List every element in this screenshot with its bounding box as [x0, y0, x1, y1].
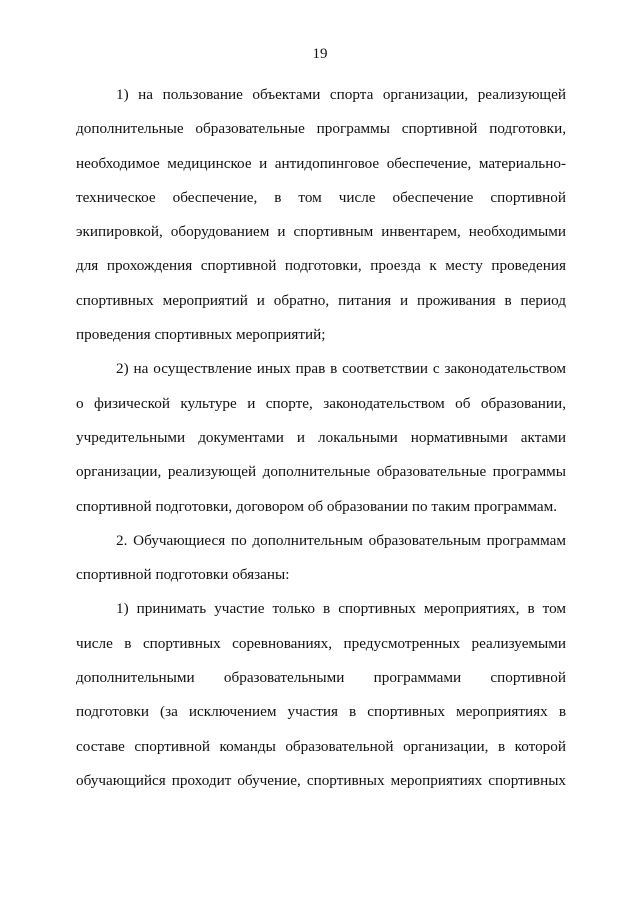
text-line: дополнительными образовательными программами спортивной — [76, 669, 566, 687]
text-line: техническое обеспечение, в том числе обеспечение спортивной — [76, 188, 566, 206]
text-line: спортивных мероприятий и обратно, питания и проживания в период — [76, 291, 566, 309]
text-line: учредительными документами и локальными нормативными актами — [76, 428, 566, 446]
text-line: проведения спортивных мероприятий; — [76, 326, 326, 344]
text-line: организации, реализующей дополнительные образовательные программы — [76, 463, 566, 481]
text-line: составе спортивной команды образовательной организации, в которой — [76, 737, 566, 755]
paragraph-rights-sports-facilities — [76, 78, 566, 352]
text-line: подготовки (за исключением участия в спортивных мероприятиях в — [76, 703, 566, 721]
text-line: обучающийся проходит обучение, спортивных мероприятиях спортивных — [76, 771, 566, 789]
text-line: экипировкой, оборудованием и спортивным инвентарем, необходимыми — [76, 223, 566, 241]
text-line: необходимое медицинское и антидопинговое обеспечение, материально- — [76, 154, 566, 172]
text-line: о физической культуре и спорте, законодательством об образовании, — [76, 394, 566, 412]
text-line: 1) принимать участие только в спортивных мероприятиях, в том — [116, 600, 566, 618]
text-line: 2. Обучающиеся по дополнительным образовательным программам — [116, 531, 566, 549]
text-line: спортивной подготовки, договором об образовании по таким программам. — [76, 497, 558, 515]
text-line: 1) на пользование объектами спорта организации, реализующей — [116, 86, 566, 103]
text-line: дополнительные образовательные программы спортивной подготовки, — [76, 120, 566, 138]
document-body — [76, 78, 566, 798]
paragraph-rights-other — [76, 352, 566, 523]
paragraph-obligation-participation — [76, 592, 566, 798]
text-line: числе в спортивных соревнованиях, предусмотренных реализуемыми — [76, 634, 566, 652]
text-line: спортивной подготовки обязаны: — [76, 566, 290, 584]
text-line: для прохождения спортивной подготовки, проезда к месту проведения — [76, 257, 566, 275]
text-line: 2) на осуществление иных прав в соответствии с законодательством — [116, 360, 566, 378]
paragraph-obligations-heading — [76, 524, 566, 593]
page-number: 19 — [312, 46, 328, 62]
